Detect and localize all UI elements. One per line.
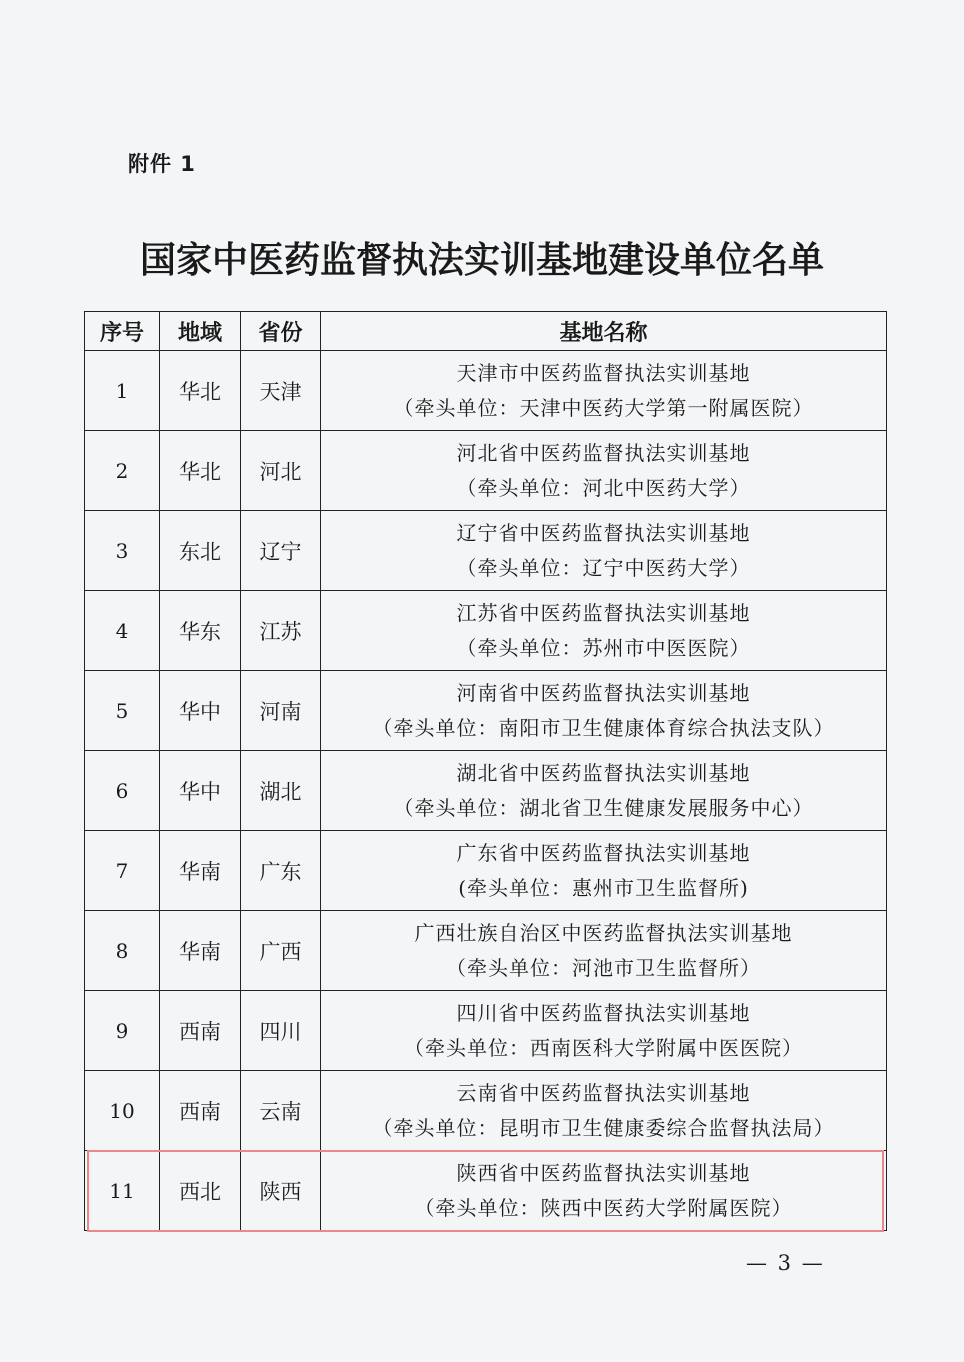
row-serial: 7 [85, 831, 160, 911]
lead-unit-text: （牵头单位：河北中医药大学） [456, 475, 751, 500]
row-base-name [321, 511, 887, 591]
row-base-name [321, 671, 887, 751]
base-name-text: 辽宁省中医药监督执法实训基地 [456, 520, 751, 545]
row-base-name [321, 831, 887, 911]
row-base-name [321, 351, 887, 431]
row-base-name [321, 1151, 887, 1231]
table-row [85, 831, 887, 911]
row-region: 华东 [160, 591, 241, 671]
attachment-label: 附件 1 [128, 152, 196, 176]
row-base-name [321, 751, 887, 831]
row-province: 湖北 [241, 751, 321, 831]
lead-unit-text: （牵头单位：西南医科大学附属中医医院） [404, 1035, 803, 1060]
base-name-text: 陕西省中医药监督执法实训基地 [456, 1160, 751, 1185]
header-serial: 序号 [85, 312, 160, 351]
row-province: 河南 [241, 671, 321, 751]
lead-unit-text: （牵头单位：河池市卫生监督所） [446, 955, 761, 980]
row-region: 华南 [160, 831, 241, 911]
header-base-name: 基地名称 [321, 312, 887, 351]
base-name-text: 天津市中医药监督执法实训基地 [456, 360, 751, 385]
row-province: 陕西 [241, 1151, 321, 1231]
row-province: 河北 [241, 431, 321, 511]
base-name-text: 广西壮族自治区中医药监督执法实训基地 [414, 920, 793, 945]
table-row [85, 1071, 887, 1151]
lead-unit-text: （牵头单位：南阳市卫生健康体育综合执法支队） [372, 715, 835, 740]
row-region: 西南 [160, 1071, 241, 1151]
document-title: 国家中医药监督执法实训基地建设单位名单 [139, 240, 824, 281]
row-serial: 9 [85, 991, 160, 1071]
base-name-text: 江苏省中医药监督执法实训基地 [456, 600, 751, 625]
table-row [85, 751, 887, 831]
lead-unit-text: （牵头单位：天津中医药大学第一附属医院） [393, 395, 814, 420]
base-name-text: 四川省中医药监督执法实训基地 [456, 1000, 751, 1025]
table-row [85, 1151, 887, 1231]
row-serial: 8 [85, 911, 160, 991]
row-serial: 3 [85, 511, 160, 591]
row-province: 广东 [241, 831, 321, 911]
row-region: 华中 [160, 751, 241, 831]
row-province: 辽宁 [241, 511, 321, 591]
table-row [85, 991, 887, 1071]
header-region: 地域 [160, 312, 241, 351]
page-number: — 3 — [746, 1251, 825, 1275]
row-region: 华北 [160, 351, 241, 431]
row-serial: 10 [85, 1071, 160, 1151]
lead-unit-text: (牵头单位：惠州市卫生监督所) [458, 875, 749, 900]
row-region: 东北 [160, 511, 241, 591]
table-header-row [85, 312, 887, 351]
table-row [85, 431, 887, 511]
table-row [85, 911, 887, 991]
row-base-name [321, 911, 887, 991]
row-serial: 6 [85, 751, 160, 831]
row-region: 华中 [160, 671, 241, 751]
row-province: 江苏 [241, 591, 321, 671]
table-row [85, 591, 887, 671]
lead-unit-text: （牵头单位：辽宁中医药大学） [456, 555, 751, 580]
row-province: 四川 [241, 991, 321, 1071]
lead-unit-text: （牵头单位：昆明市卫生健康委综合监督执法局） [372, 1115, 835, 1140]
base-name-text: 湖北省中医药监督执法实训基地 [456, 760, 751, 785]
row-province: 广西 [241, 911, 321, 991]
row-serial: 1 [85, 351, 160, 431]
row-base-name [321, 991, 887, 1071]
base-list-table [84, 311, 887, 1231]
row-serial: 2 [85, 431, 160, 511]
header-province: 省份 [241, 312, 321, 351]
base-name-text: 广东省中医药监督执法实训基地 [456, 840, 751, 865]
row-serial: 11 [85, 1151, 160, 1231]
lead-unit-text: （牵头单位：陕西中医药大学附属医院） [414, 1195, 793, 1220]
table-row [85, 671, 887, 751]
table-row [85, 351, 887, 431]
base-name-text: 河南省中医药监督执法实训基地 [456, 680, 751, 705]
row-region: 华南 [160, 911, 241, 991]
row-base-name [321, 431, 887, 511]
base-name-text: 云南省中医药监督执法实训基地 [456, 1080, 751, 1105]
row-region: 西南 [160, 991, 241, 1071]
row-region: 华北 [160, 431, 241, 511]
row-base-name [321, 1071, 887, 1151]
lead-unit-text: （牵头单位：湖北省卫生健康发展服务中心） [393, 795, 814, 820]
row-province: 云南 [241, 1071, 321, 1151]
table-row [85, 511, 887, 591]
lead-unit-text: （牵头单位：苏州市中医医院） [456, 635, 751, 660]
row-region: 西北 [160, 1151, 241, 1231]
row-base-name [321, 591, 887, 671]
row-serial: 4 [85, 591, 160, 671]
row-serial: 5 [85, 671, 160, 751]
base-name-text: 河北省中医药监督执法实训基地 [456, 440, 751, 465]
row-province: 天津 [241, 351, 321, 431]
